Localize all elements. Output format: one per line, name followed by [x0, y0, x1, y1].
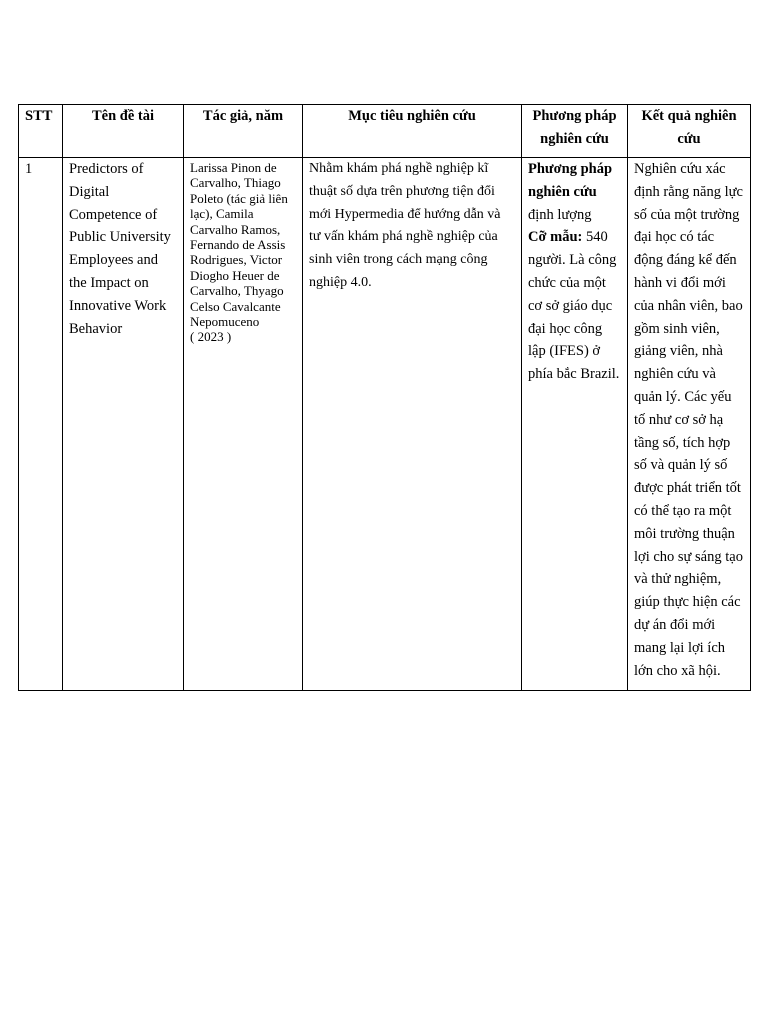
header-objective: Mục tiêu nghiên cứu — [303, 105, 522, 158]
sample-label: Cỡ mẫu: — [528, 229, 583, 246]
header-author-year: Tác giả, năm — [184, 105, 303, 158]
header-stt: STT — [19, 105, 63, 158]
cell-result: Nghiên cứu xác định rằng năng lực số của một trường đại học có tác động đáng kể đến hành vi đổi mới của nhân viên, bao gồm sinh viên, giảng viên, nhà nghiên cứu và quản lý. Các yếu tố như cơ sở hạ tầng số, tích hợp số và quản lý số được phát triển tốt có thể tạo ra một môi trường thuận lợi cho sự sáng tạo và thử nghiệm, giúp thực hiện các dự án đổi mới mang lại lợi ích lớn cho xã hội. — [628, 158, 751, 691]
method-label: Phương pháp nghiên cứu — [528, 161, 613, 200]
year-text: ( 2023 ) — [190, 329, 232, 345]
authors-text: Larissa Pinon de Carvalho, Thiago Poleto (tác giả liên lạc), Camila Carvalho Ramos, Fernando de Assis Rodrigues, Victor Diogho Heuer de Carvalho, Thyago Celso Cavalcante Nepomuceno — [190, 160, 288, 330]
sample-value: 540 người. Là công chức của một cơ sở giáo dục đại học công lập (IFES) ở phía bắc Brazil. — [528, 229, 620, 383]
header-result: Kết quả nghiên cứu — [628, 105, 751, 158]
table-row — [19, 158, 751, 691]
cell-method — [522, 158, 628, 691]
header-row — [19, 105, 751, 158]
cell-stt: 1 — [19, 158, 63, 691]
method-value: định lượng — [528, 206, 592, 223]
cell-authors — [184, 158, 303, 691]
cell-title: Predictors of Digital Competence of Public University Employees and the Impact on Innovative Work Behavior — [63, 158, 184, 691]
header-title: Tên đề tài — [63, 105, 184, 158]
cell-objective: Nhằm khám phá nghề nghiệp kĩ thuật số dựa trên phương tiện đổi mới Hypermedia để hướng dẫn và tư vấn khám phá nghề nghiệp của sinh viên trong cách mạng công nghiệp 4.0. — [303, 158, 522, 691]
header-method: Phương pháp nghiên cứu — [522, 105, 628, 158]
research-table — [18, 104, 751, 691]
